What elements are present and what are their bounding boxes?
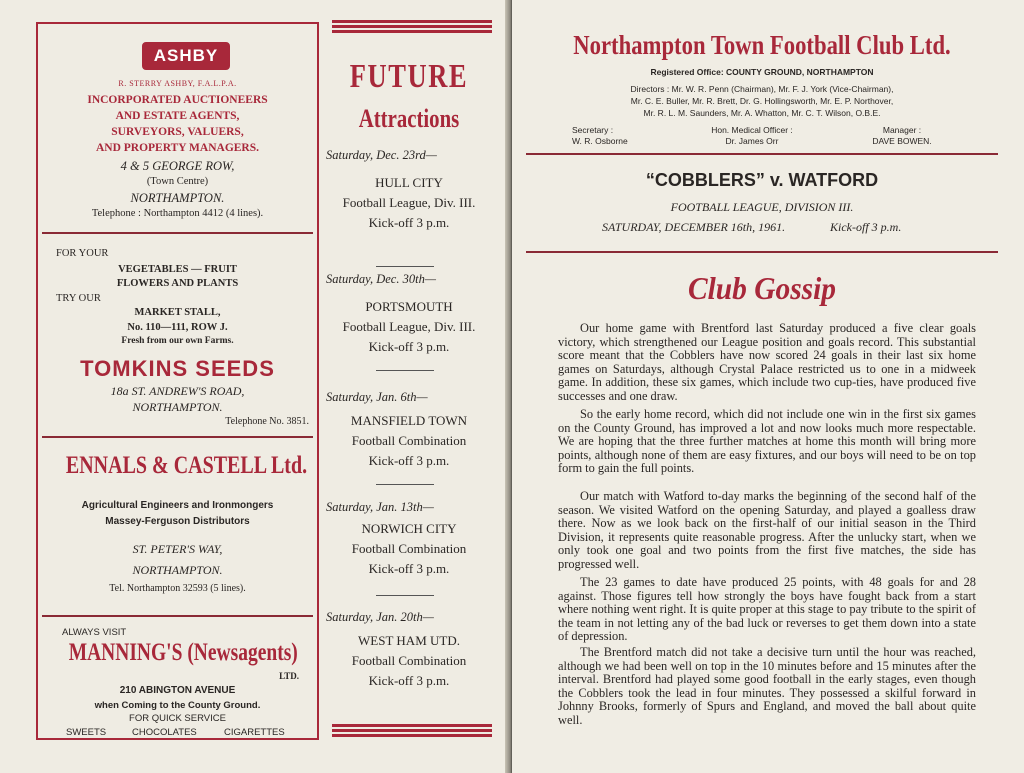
fixture-competition: Football Combination — [351, 653, 467, 668]
divider — [376, 595, 434, 596]
gossip-paragraph: The Brentford match did not take a decisive turn until the hour was reached, although we had been well on top in the 10 minutes before and 15 minutes after the interval. Brentford had played some good football in the early stages, even though the Cobblers took the lead in four minutes. They possessed a skilful forward in Johnny Brooks, formerly of Spurs and England, and moved the ball about quite well. — [558, 645, 976, 727]
gossip-paragraph: Our home game with Brentford last Saturday produced a five clear goals victory, which strengthened our League position and goals record. This substantial score meant that the Cobblers have now scored 24 goals in their last six home games on Saturdays, although Crystal Palace restricted us to one in a midweek game. In addition, these six games, which include two cup-ties, have produced five successes and one draw. — [558, 321, 976, 403]
mannings-name: MANNING'S (Newsagents) — [68, 639, 298, 666]
ashby-address: 4 & 5 GEORGE ROW, — [120, 159, 235, 173]
ennals-line-1: Agricultural Engineers and Ironmongers — [81, 500, 274, 511]
fixture-team: HULL CITY — [375, 175, 443, 190]
ashby-line-1: INCORPORATED AUCTIONEERS — [87, 94, 268, 106]
tomkins-produce-2: FLOWERS AND PLANTS — [116, 278, 239, 289]
mannings-when: when Coming to the County Ground. — [94, 700, 261, 711]
top-decorative-bars — [332, 20, 492, 35]
tomkins-fresh: Fresh from our own Farms. — [121, 336, 234, 346]
directors-line-3: Mr. R. L. M. Saunders, Mr. A. Whatton, Mr. C. T. Wilson, O.B.E. — [643, 108, 881, 118]
fixture-kickoff: Kick-off 3 p.m. — [368, 673, 450, 688]
tomkins-name: TOMKINS SEEDS — [80, 356, 275, 381]
match-title: “COBBLERS” v. WATFORD — [645, 170, 879, 190]
ennals-name: ENNALS & CASTELL Ltd. — [65, 452, 308, 479]
secretary-label: Secretary : — [572, 125, 614, 135]
mannings-advert — [38, 617, 317, 738]
fixture-kickoff: Kick-off 3 p.m. — [368, 339, 450, 354]
directors-line-2: Mr. C. E. Buller, Mr. R. Brett, Dr. G. Hollingsworth, Mr. E. P. Northover, — [630, 96, 894, 106]
tomkins-advert — [38, 234, 317, 436]
club-name: Northampton Town Football Club Ltd. — [573, 30, 951, 60]
ashby-logo: ASHBY — [142, 42, 230, 70]
ashby-town: NORTHAMPTON. — [130, 191, 225, 205]
mannings-quick: FOR QUICK SERVICE — [129, 713, 226, 724]
gossip-title: Club Gossip — [687, 270, 837, 306]
ennals-advert — [38, 438, 317, 616]
tomkins-address: 18a ST. ANDREW'S ROAD, — [110, 384, 245, 398]
directors-line-1: Directors : Mr. W. R. Penn (Chairman), Mr. F. J. York (Vice-Chairman), — [630, 84, 894, 94]
manager-name: DAVE BOWEN. — [872, 136, 932, 146]
tomkins-for-your: FOR YOUR — [56, 248, 109, 259]
fixture — [324, 610, 494, 691]
ennals-address: ST. PETER'S WAY, — [132, 542, 223, 556]
divider — [376, 484, 434, 485]
ashby-line-2: AND ESTATE AGENTS, — [115, 110, 240, 122]
gossip-paragraph: So the early home record, which did not include one win in the first six games on the County Ground, has improved a lot and now looks much more respectable. We are hoping that the three further matches at home this month will bring more points, although none of them are easy fixtures, and our boys will need to be on top form to gain the full points. — [558, 407, 976, 476]
ashby-line-3: SURVEYORS, VALUERS, — [111, 126, 244, 138]
future-subtitle: Attractions — [358, 104, 460, 133]
advertisements-column — [36, 22, 319, 740]
divider — [376, 266, 434, 267]
match-kickoff: Kick-off 3 p.m. — [830, 220, 902, 234]
bottom-decorative-bars — [332, 724, 492, 739]
tomkins-produce-1: VEGETABLES — FRUIT — [118, 264, 237, 275]
fixture — [324, 272, 494, 357]
fixture-date: Saturday, Dec. 30th— — [326, 272, 436, 286]
tomkins-try-our: TRY OUR — [56, 293, 101, 304]
gossip-paragraph: The 23 games to date have produced 25 points, with 48 goals for and 28 against. Those figures tell how strongly the boys have fought back from a start where nothing went right. It is quite proper at this stage to pay tribute to the spirit of the team in not letting any of the bad luck or reverses to get them down into a state of depression. — [558, 575, 976, 644]
ashby-owner: R. STERRY ASHBY, F.A.L.P.A. — [118, 79, 237, 88]
match-rule — [526, 251, 998, 253]
future-attractions — [324, 20, 494, 740]
tomkins-row: No. 110—111, ROW J. — [127, 322, 228, 333]
tomkins-telephone: Telephone No. 3851. — [225, 416, 309, 427]
mannings-chocolates: CHOCOLATES — [132, 727, 197, 738]
fixture-team: MANSFIELD TOWN — [350, 413, 468, 428]
tomkins-stall: MARKET STALL, — [134, 307, 221, 318]
tomkins-town: NORTHAMPTON. — [132, 400, 223, 414]
fixture-date: Saturday, Jan. 20th— — [326, 610, 434, 624]
medical-officer-name: Dr. James Orr — [725, 136, 779, 146]
fixture-date: Saturday, Jan. 6th— — [326, 390, 428, 404]
divider — [376, 370, 434, 371]
fixture-competition: Football League, Div. III. — [342, 319, 476, 334]
medical-officer-label: Hon. Medical Officer : — [711, 125, 793, 135]
ashby-telephone: Telephone : Northampton 4412 (4 lines). — [91, 208, 264, 219]
fixture-kickoff: Kick-off 3 p.m. — [368, 453, 450, 468]
registered-office: Registered Office: COUNTY GROUND, NORTHAMPTON — [650, 67, 874, 77]
fixture-competition: Football Combination — [351, 433, 467, 448]
ashby-line-4: AND PROPERTY MANAGERS. — [95, 142, 260, 154]
ennals-town: NORTHAMPTON. — [132, 563, 223, 577]
manager-label: Manager : — [882, 125, 922, 135]
mannings-ltd: LTD. — [279, 671, 299, 681]
future-title: FUTURE — [349, 58, 469, 95]
fixture-competition: Football Combination — [351, 541, 467, 556]
gossip-paragraph: Our match with Watford to-day marks the beginning of the second half of the season. We visited Watford on the opening Saturday, and played a goalless draw there. Now as we look back on the first-half of our initial season in the Third Division, it represents quite reasonable progress. After the unlucky start, when we only took one goal and two points from the first five matches, the side has progressed well. — [558, 489, 976, 571]
fixture-kickoff: Kick-off 3 p.m. — [368, 561, 450, 576]
fixture-team: WEST HAM UTD. — [358, 633, 460, 648]
fixture-team: NORWICH CITY — [361, 521, 457, 536]
header-rule — [526, 153, 998, 155]
mannings-sweets: SWEETS — [66, 727, 107, 738]
ashby-advert — [38, 24, 317, 232]
fixture — [324, 390, 494, 471]
mannings-cigarettes: CIGARETTES — [224, 727, 285, 738]
match-competition: FOOTBALL LEAGUE, DIVISION III. — [670, 200, 854, 214]
mannings-always: ALWAYS VISIT — [62, 627, 127, 638]
ennals-telephone: Tel. Northampton 32593 (5 lines). — [109, 583, 246, 594]
fixture-date: Saturday, Dec. 23rd— — [326, 148, 437, 162]
fixture-competition: Football League, Div. III. — [342, 195, 476, 210]
mannings-address: 210 ABINGTON AVENUE — [119, 685, 236, 696]
right-page — [512, 0, 1024, 773]
fixture-kickoff: Kick-off 3 p.m. — [368, 215, 450, 230]
fixture — [324, 148, 494, 233]
left-page — [0, 0, 510, 773]
secretary-name: W. R. Osborne — [572, 136, 628, 146]
match-date: SATURDAY, DECEMBER 16th, 1961. — [602, 220, 786, 234]
ennals-line-2: Massey-Ferguson Distributors — [105, 516, 250, 527]
fixture — [324, 500, 494, 579]
ashby-area: (Town Centre) — [146, 176, 209, 187]
fixture-team: PORTSMOUTH — [365, 299, 453, 314]
fixture-date: Saturday, Jan. 13th— — [326, 500, 434, 514]
